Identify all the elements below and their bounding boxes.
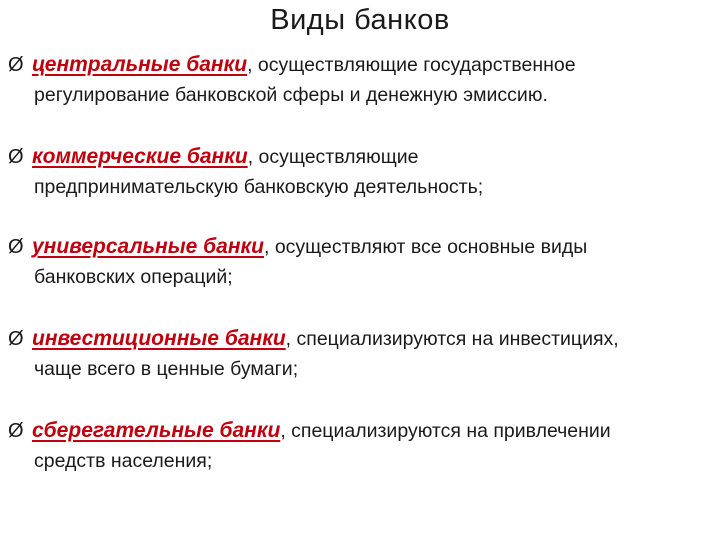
list-item-text: , специализируются на привлечении: [280, 420, 611, 442]
list-item-text: , осуществляющие государственное: [247, 54, 576, 76]
list-item: [8, 234, 716, 290]
list-item-text: , осуществляют все основные виды: [263, 236, 588, 258]
list-item-continuation: средств населения;: [34, 450, 213, 472]
arrow-bullet-icon: Ø: [8, 328, 24, 350]
list-item: [8, 326, 716, 382]
list-item: [8, 52, 716, 108]
list-item-term: универсальные банки: [32, 235, 264, 258]
list-item-first-line: [8, 52, 716, 78]
list-item-continuation: банковских операций;: [34, 266, 233, 288]
list-item-continuation: предпринимательскую банковскую деятельность;: [34, 176, 484, 198]
list-item-first-line: [8, 144, 716, 170]
list-item: [8, 144, 716, 200]
list-item-continuation: чаще всего в ценные бумаги;: [34, 358, 299, 380]
list-item-term: центральные банки: [32, 53, 248, 76]
list-item-continuation: регулирование банковской сферы и денежную эмиссию.: [34, 84, 548, 106]
list-item-text: , специализируются на инвестициях,: [285, 328, 619, 350]
list-item-first-line: [8, 234, 716, 260]
list-item-first-line: [8, 418, 716, 444]
arrow-bullet-icon: Ø: [8, 54, 24, 76]
arrow-bullet-icon: Ø: [8, 420, 24, 442]
arrow-bullet-icon: Ø: [8, 236, 24, 258]
list-item-first-line: [8, 326, 716, 352]
arrow-bullet-icon: Ø: [8, 146, 24, 168]
list-item-term: сберегательные банки: [32, 419, 281, 442]
page-title: Виды банков: [270, 4, 450, 36]
list-item-text: , осуществляющие: [247, 146, 419, 168]
list-item-term: инвестиционные банки: [32, 327, 286, 350]
list-item-term: коммерческие банки: [32, 145, 248, 168]
list-item: [8, 418, 716, 474]
